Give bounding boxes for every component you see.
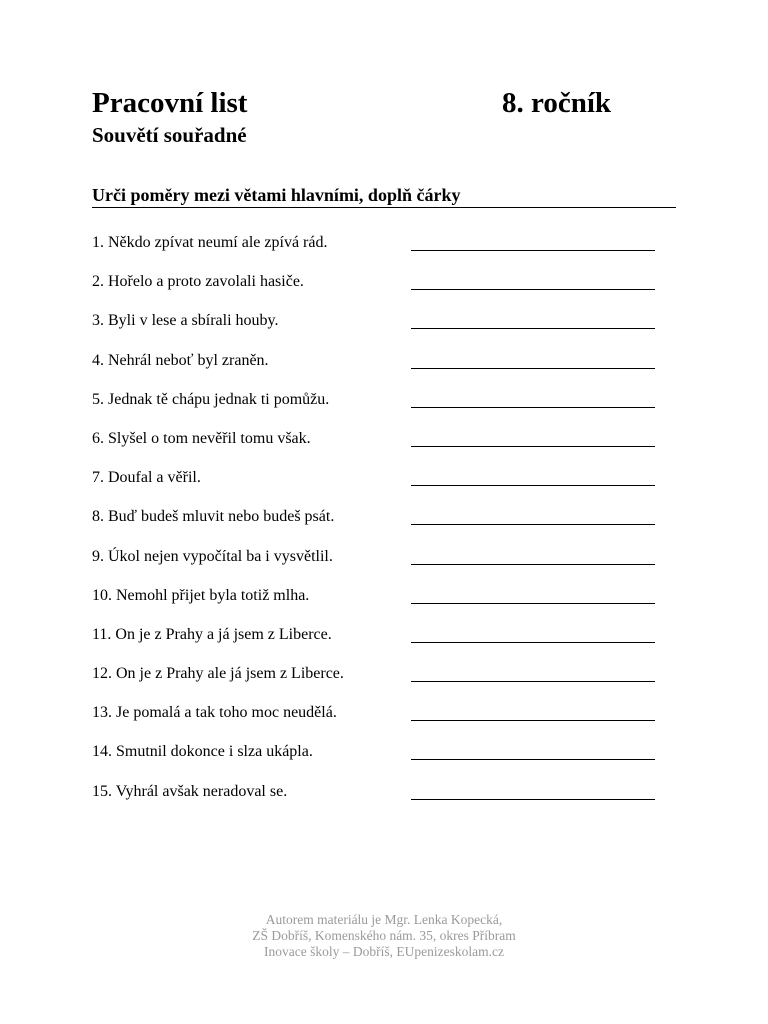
answer-line[interactable] bbox=[411, 250, 655, 251]
exercise-sentence: 3. Byli v lese a sbírali houby. bbox=[92, 312, 279, 330]
exercise-sentence: 15. Vyhrál avšak neradoval se. bbox=[92, 782, 288, 800]
exercise-sentence: 11. On je z Prahy a já jsem z Liberce. bbox=[92, 625, 332, 643]
exercise-sentence: 2. Hořelo a proto zavolali hasiče. bbox=[92, 273, 304, 291]
answer-line[interactable] bbox=[411, 289, 655, 290]
answer-line[interactable] bbox=[411, 681, 655, 682]
exercise-sentence: 4. Nehrál neboť byl zraněn. bbox=[92, 351, 269, 369]
exercise-row bbox=[92, 547, 658, 586]
page-subtitle: Souvětí souřadné bbox=[92, 123, 247, 147]
exercise-sentence: 6. Slyšel o tom nevěřil tomu však. bbox=[92, 429, 311, 447]
exercise-row bbox=[92, 586, 658, 625]
exercise-row bbox=[92, 351, 658, 390]
answer-line[interactable] bbox=[411, 368, 655, 369]
exercise-sentence: 10. Nemohl přijet byla totiž mlha. bbox=[92, 586, 310, 604]
answer-line[interactable] bbox=[411, 799, 655, 800]
exercise-row bbox=[92, 390, 658, 429]
exercise-row bbox=[92, 782, 658, 821]
exercise-row bbox=[92, 625, 658, 664]
exercise-list bbox=[92, 233, 658, 821]
answer-line[interactable] bbox=[411, 642, 655, 643]
exercise-row bbox=[92, 664, 658, 703]
answer-line[interactable] bbox=[411, 603, 655, 604]
footer-school: ZŠ Dobříš, Komenského nám. 35, okres Příbram bbox=[252, 928, 516, 943]
exercise-sentence: 1. Někdo zpívat neumí ale zpívá rád. bbox=[92, 234, 328, 251]
exercise-sentence: 5. Jednak tě chápu jednak ti pomůžu. bbox=[92, 390, 330, 408]
exercise-row bbox=[92, 468, 658, 507]
answer-line[interactable] bbox=[411, 485, 655, 486]
task-heading: Urči poměry mezi větami hlavními, doplň čárky bbox=[92, 184, 676, 208]
footer-author: Autorem materiálu je Mgr. Lenka Kopecká, bbox=[265, 912, 503, 927]
footer-project: Inovace školy – Dobříš, EUpenizeskolam.cz bbox=[264, 944, 504, 959]
exercise-row bbox=[92, 507, 658, 546]
answer-line[interactable] bbox=[411, 759, 655, 760]
exercise-sentence: 8. Buď budeš mluvit nebo budeš psát. bbox=[92, 508, 335, 526]
answer-line[interactable] bbox=[411, 720, 655, 721]
answer-line[interactable] bbox=[411, 407, 655, 408]
exercise-sentence: 14. Smutnil dokonce i slza ukápla. bbox=[92, 743, 313, 761]
exercise-sentence: 13. Je pomalá a tak toho moc neudělá. bbox=[92, 704, 337, 722]
page-title: Pracovní list bbox=[92, 87, 248, 119]
exercise-sentence: 9. Úkol nejen vypočítal ba i vysvětlil. bbox=[92, 547, 333, 565]
answer-line[interactable] bbox=[411, 564, 655, 565]
exercise-row bbox=[92, 429, 658, 468]
exercise-row bbox=[92, 742, 658, 781]
exercise-sentence: 12. On je z Prahy ale já jsem z Liberce. bbox=[92, 665, 344, 683]
exercise-sentence: 7. Doufal a věřil. bbox=[92, 469, 201, 487]
exercise-row bbox=[92, 703, 658, 742]
answer-line[interactable] bbox=[411, 524, 655, 525]
answer-line[interactable] bbox=[411, 328, 655, 329]
exercise-row bbox=[92, 311, 658, 350]
footer-credits bbox=[0, 912, 768, 960]
exercise-row bbox=[92, 272, 658, 311]
exercise-row bbox=[92, 233, 658, 272]
answer-line[interactable] bbox=[411, 446, 655, 447]
grade-label: 8. ročník bbox=[502, 87, 612, 119]
